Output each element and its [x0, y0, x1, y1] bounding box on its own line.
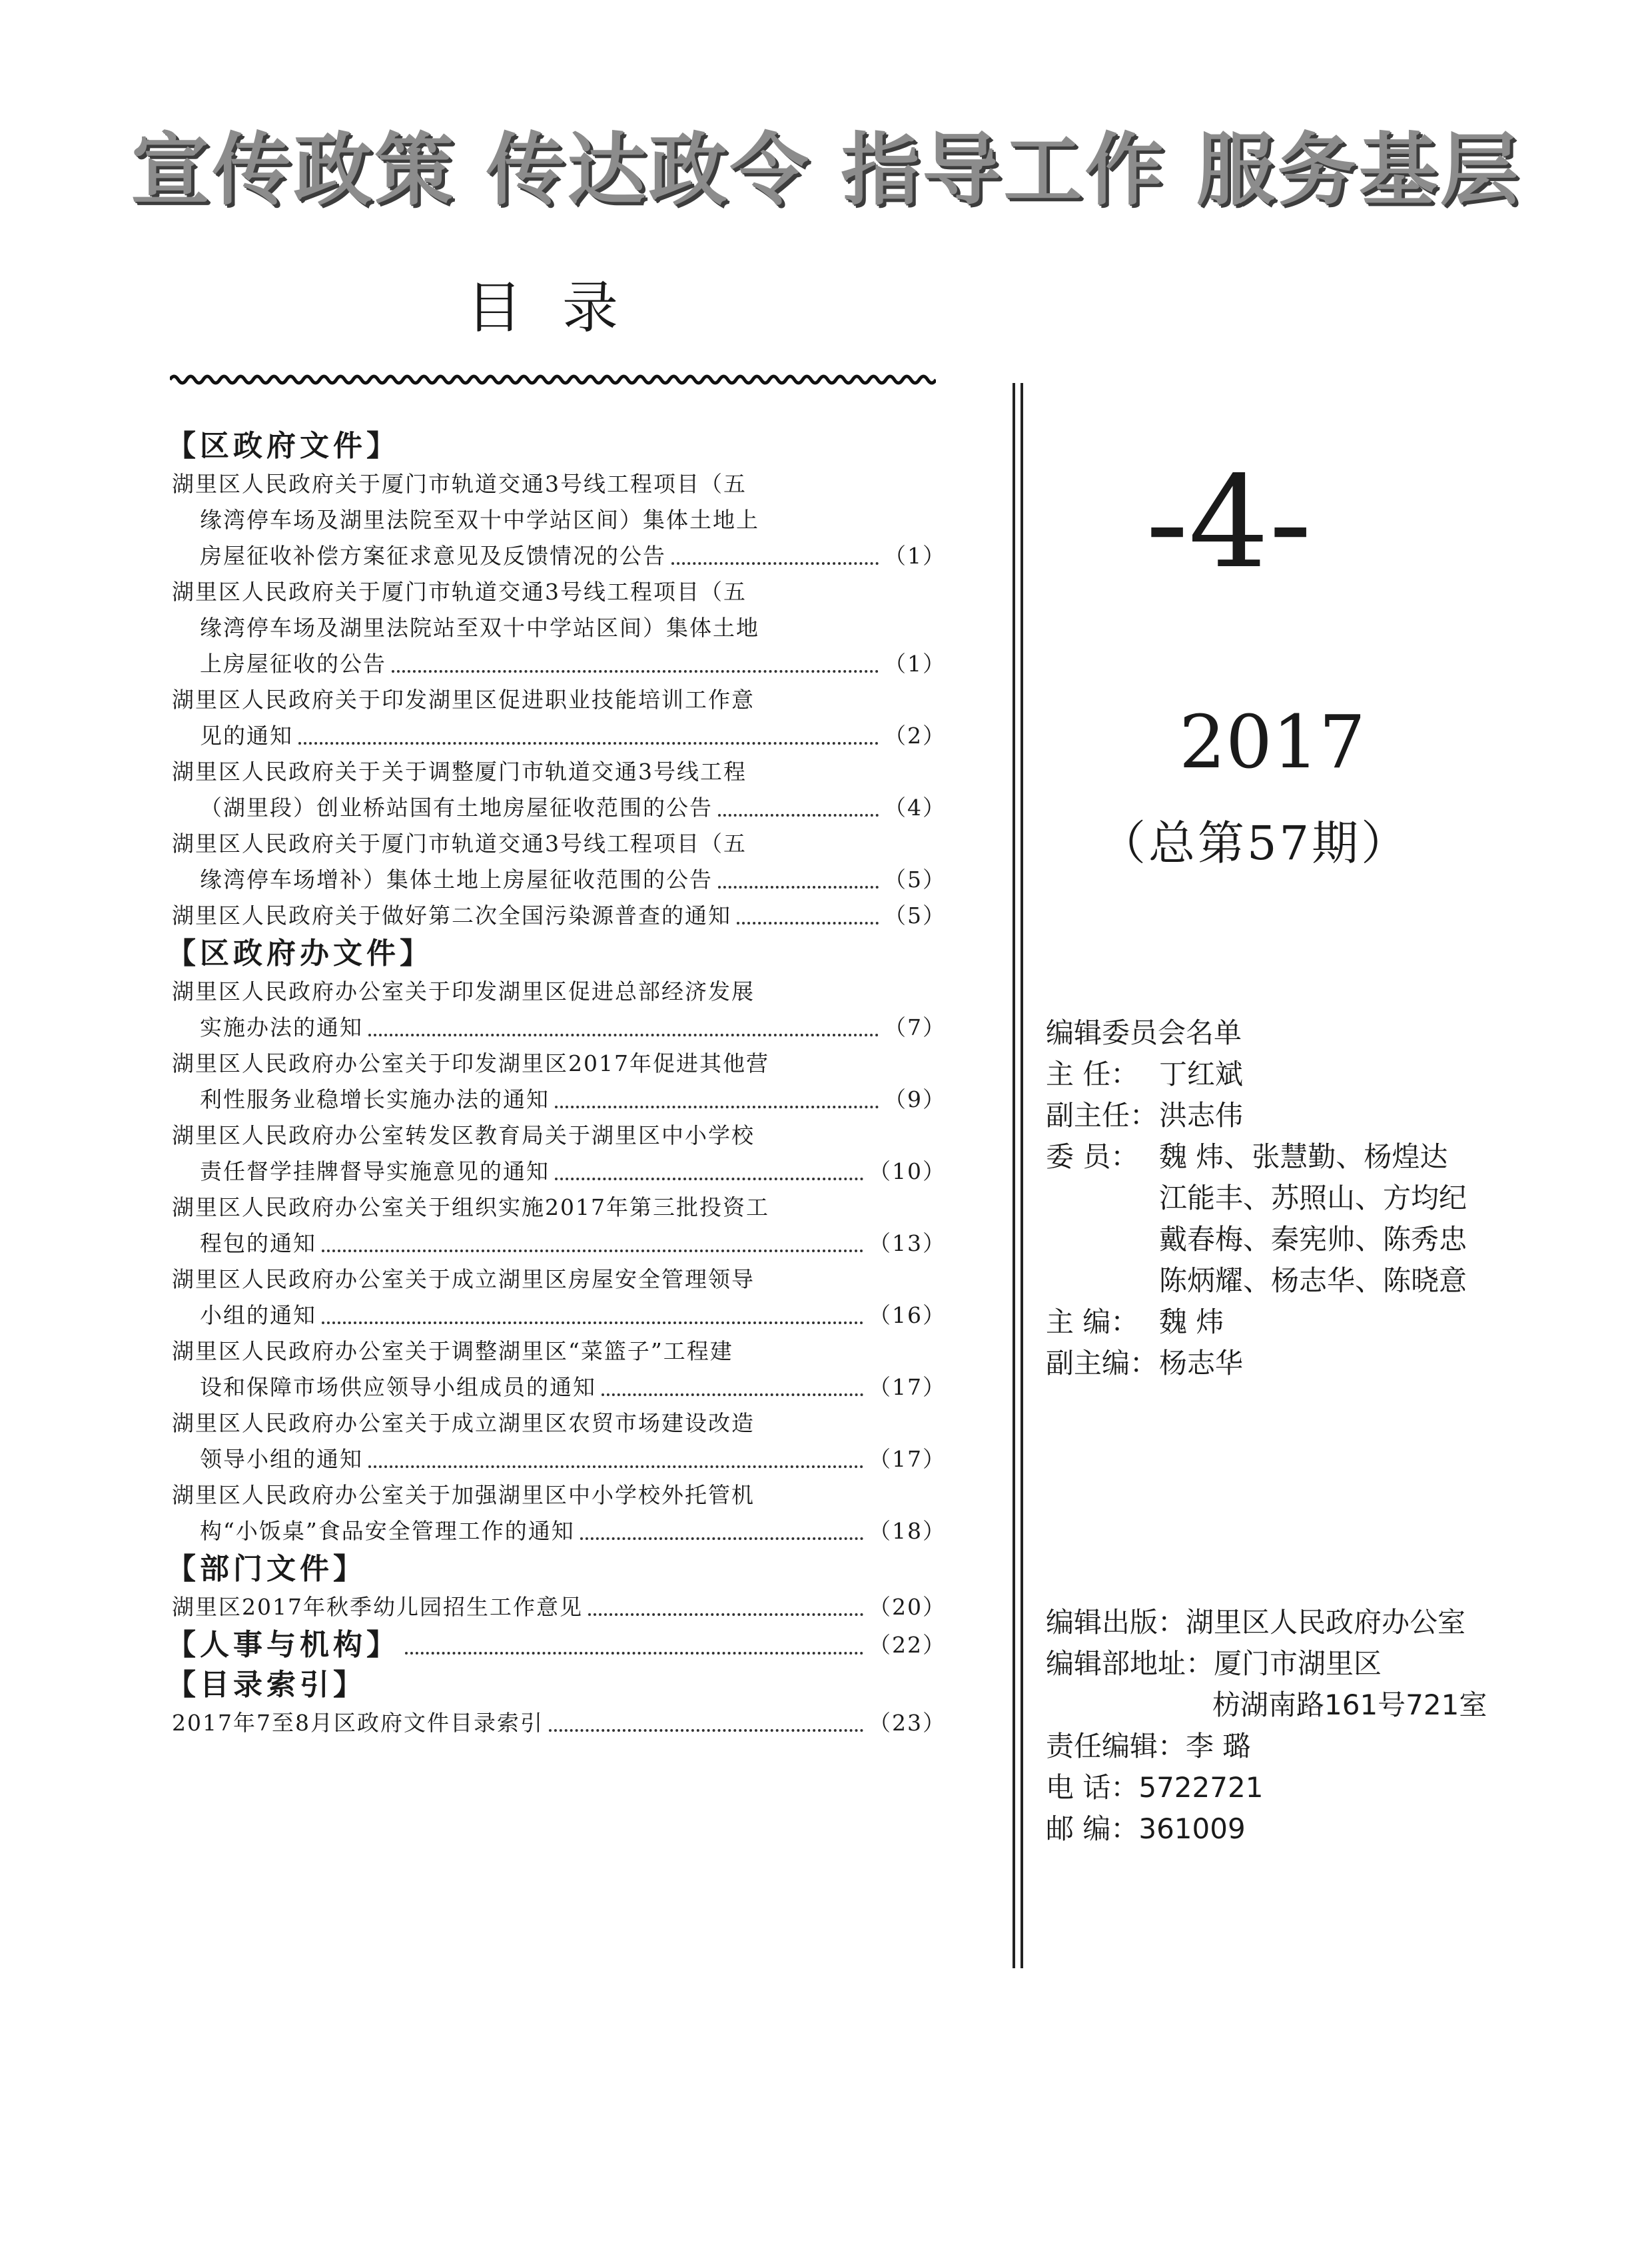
page-number: （5） [884, 903, 946, 929]
entry-title-line: 缘湾停车场及湖里法院至双十中学站区间）集体土地上 [200, 507, 759, 533]
vertical-rule-right [1021, 383, 1023, 1968]
page-number: （9） [884, 1086, 946, 1112]
dot-leader [392, 670, 879, 673]
issue-number: -4- [1146, 449, 1312, 596]
issue-total: （总第57期） [1099, 816, 1411, 871]
address-label: 编辑部地址： [1046, 1647, 1214, 1680]
entry-title-line: 湖里区人民政府办公室关于印发湖里区2017年促进其他营 [172, 1050, 769, 1076]
committee-heading: 编辑委员会名单 [1046, 1016, 1242, 1049]
page-number: （20） [869, 1594, 946, 1620]
dot-leader [718, 814, 879, 817]
page-number: （4） [884, 795, 946, 821]
entry-title-line: 领导小组的通知 [200, 1446, 363, 1472]
page-number: （5） [884, 867, 946, 893]
publisher-info [1046, 1602, 1487, 1850]
entry-title-line: 湖里区人民政府关于关于调整厦门市轨道交通3号线工程 [172, 759, 747, 785]
dot-leader [368, 1465, 863, 1468]
toc-entry[interactable] [167, 1046, 946, 1118]
entry-title-line: 湖里区人民政府办公室关于加强湖里区中小学校外托管机 [172, 1482, 755, 1508]
entry-title-line: 湖里区人民政府办公室关于成立湖里区房屋安全管理领导 [172, 1266, 755, 1292]
entry-title-line: 实施办法的通知 [200, 1014, 363, 1040]
deputy-label: 副主任： [1046, 1099, 1158, 1132]
toc-entry[interactable] [167, 1333, 946, 1405]
dot-leader [322, 1321, 863, 1324]
postcode: 361009 [1138, 1812, 1246, 1845]
dot-leader [588, 1613, 863, 1616]
members-line: 江能丰、苏照山、方均纪 [1159, 1182, 1467, 1214]
vertical-rule-left [1013, 383, 1015, 1968]
page-number: （1） [884, 543, 946, 569]
dot-leader [602, 1393, 863, 1396]
toc-section-heading: 【区政府办文件】 [167, 936, 433, 970]
address-line: 厦门市湖里区 [1214, 1647, 1382, 1680]
editor-name: 魏 炜 [1159, 1306, 1224, 1338]
entry-title-line: 湖里区人民政府关于厦门市轨道交通3号线工程项目（五 [172, 579, 747, 605]
entry-title-line: 湖里区人民政府办公室转发区教育局关于湖里区中小学校 [172, 1122, 755, 1148]
responsible-editor-name: 李 璐 [1186, 1730, 1251, 1762]
entry-title-line: 构“小饭桌”食品安全管理工作的通知 [200, 1518, 575, 1544]
phone-number: 5722721 [1138, 1771, 1264, 1804]
toc-entry[interactable] [167, 1262, 946, 1333]
toc-entry[interactable] [167, 466, 946, 574]
entry-title-line: 设和保障市场供应领导小组成员的通知 [200, 1374, 596, 1400]
entry-title-line: 湖里区人民政府关于印发湖里区促进职业技能培训工作意 [172, 687, 755, 713]
editorial-committee [1046, 1012, 1467, 1384]
entry-title-line: 湖里区人民政府关于做好第二次全国污染源普查的通知 [172, 903, 731, 929]
toc-section-heading: 【部门文件】 [167, 1552, 366, 1586]
dot-leader [555, 1178, 863, 1180]
dot-leader [405, 1652, 863, 1655]
dot-leader [737, 922, 879, 925]
entry-title-line: 湖里区人民政府关于厦门市轨道交通3号线工程项目（五 [172, 471, 747, 497]
deputy-name: 洪志伟 [1159, 1099, 1244, 1132]
entry-title-line: 湖里区人民政府办公室关于组织实施2017年第三批投资工 [172, 1194, 769, 1220]
dot-leader [368, 1034, 879, 1036]
editor-label: 主 编： [1046, 1306, 1139, 1338]
page-number: （22） [869, 1632, 946, 1658]
dot-leader [580, 1537, 863, 1540]
page-number: （23） [869, 1710, 946, 1736]
entry-title-line: 湖里区2017年秋季幼儿园招生工作意见 [172, 1594, 583, 1620]
entry-title-line: 程包的通知 [200, 1230, 316, 1256]
wavy-divider [170, 370, 936, 390]
toc-entry[interactable] [167, 682, 946, 754]
toc-title: 目录 [466, 275, 659, 340]
page-number: （13） [869, 1230, 946, 1256]
postcode-label: 邮 编： [1046, 1812, 1139, 1845]
publisher-name: 湖里区人民政府办公室 [1186, 1606, 1466, 1639]
dot-leader [322, 1250, 863, 1252]
section-title: 【人事与机构】 [167, 1628, 400, 1662]
toc-entry[interactable] [167, 898, 946, 934]
issue-year: 2017 [1179, 699, 1366, 785]
page-number: （17） [869, 1374, 946, 1400]
publisher-label: 编辑出版： [1046, 1606, 1186, 1639]
entry-title-line: 湖里区人民政府办公室关于印发湖里区促进总部经济发展 [172, 978, 755, 1004]
dot-leader [549, 1729, 863, 1732]
entry-title-line: 责任督学挂牌督导实施意见的通知 [200, 1158, 550, 1184]
page-number: （7） [884, 1014, 946, 1040]
members-label: 委 员： [1046, 1140, 1139, 1173]
entry-title-line: 湖里区人民政府关于厦门市轨道交通3号线工程项目（五 [172, 831, 747, 857]
entry-title-line: 利性服务业稳增长实施办法的通知 [200, 1086, 550, 1112]
dot-leader [298, 742, 879, 745]
toc-section-heading: 【区政府文件】 [167, 429, 400, 463]
page-number: （18） [869, 1518, 946, 1544]
toc-entry[interactable] [167, 754, 946, 826]
toc-section-heading: 【目录索引】 [167, 1668, 366, 1702]
dot-leader [555, 1106, 879, 1108]
entry-title-line: 房屋征收补偿方案征求意见及反馈情况的公告 [200, 543, 666, 569]
members-line: 陈炳耀、杨志华、陈晓意 [1159, 1264, 1467, 1297]
deputy-editor-name: 杨志华 [1159, 1347, 1244, 1379]
entry-title-line: 湖里区人民政府办公室关于调整湖里区“菜篮子”工程建 [172, 1338, 733, 1364]
deputy-editor-label: 副主编： [1046, 1347, 1158, 1379]
toc-entry[interactable] [167, 574, 946, 682]
dot-leader [671, 562, 879, 565]
entry-title-line: 上房屋征收的公告 [200, 651, 386, 677]
toc-entry[interactable] [167, 1705, 946, 1741]
address-line: 枋湖南路161号721室 [1212, 1688, 1487, 1721]
table-of-contents [167, 426, 946, 1741]
page-number: （10） [869, 1158, 946, 1184]
page-number: （1） [884, 651, 946, 677]
entry-title-line: 见的通知 [200, 723, 293, 749]
entry-title-line: 缘湾停车场增补）集体土地上房屋征收范围的公告 [200, 867, 713, 893]
toc-entry[interactable] [167, 1477, 946, 1549]
phone-label: 电 话： [1046, 1771, 1139, 1804]
responsible-editor-label: 责任编辑： [1046, 1730, 1186, 1762]
entry-title-line: （湖里段）创业桥站国有土地房屋征收范围的公告 [200, 795, 713, 821]
director-name: 丁红斌 [1159, 1058, 1244, 1090]
director-label: 主 任： [1046, 1058, 1139, 1090]
page-number: （17） [869, 1446, 946, 1472]
dot-leader [718, 886, 879, 889]
toc-entry[interactable] [167, 1589, 946, 1625]
entry-title-line: 2017年7至8月区政府文件目录索引 [172, 1710, 544, 1736]
toc-entry[interactable] [167, 974, 946, 1046]
entry-title-line: 小组的通知 [200, 1302, 316, 1328]
entry-title-line: 湖里区人民政府办公室关于成立湖里区农贸市场建设改造 [172, 1410, 755, 1436]
page-number: （16） [869, 1302, 946, 1328]
toc-entry[interactable] [167, 1405, 946, 1477]
entry-title-line: 缘湾停车场及湖里法院站至双十中学站区间）集体土地 [200, 615, 759, 641]
members-line: 戴春梅、秦宪帅、陈秀忠 [1159, 1223, 1467, 1256]
toc-section-heading [167, 1625, 946, 1665]
toc-entry[interactable] [167, 1190, 946, 1262]
members-line: 魏 炜、张慧勤、杨煌达 [1159, 1140, 1448, 1173]
slogan-banner: 宣传政策 传达政令 指导工作 服务基层 [131, 124, 1521, 216]
page-number: （2） [884, 723, 946, 749]
toc-entry[interactable] [167, 1118, 946, 1190]
toc-entry[interactable] [167, 826, 946, 898]
